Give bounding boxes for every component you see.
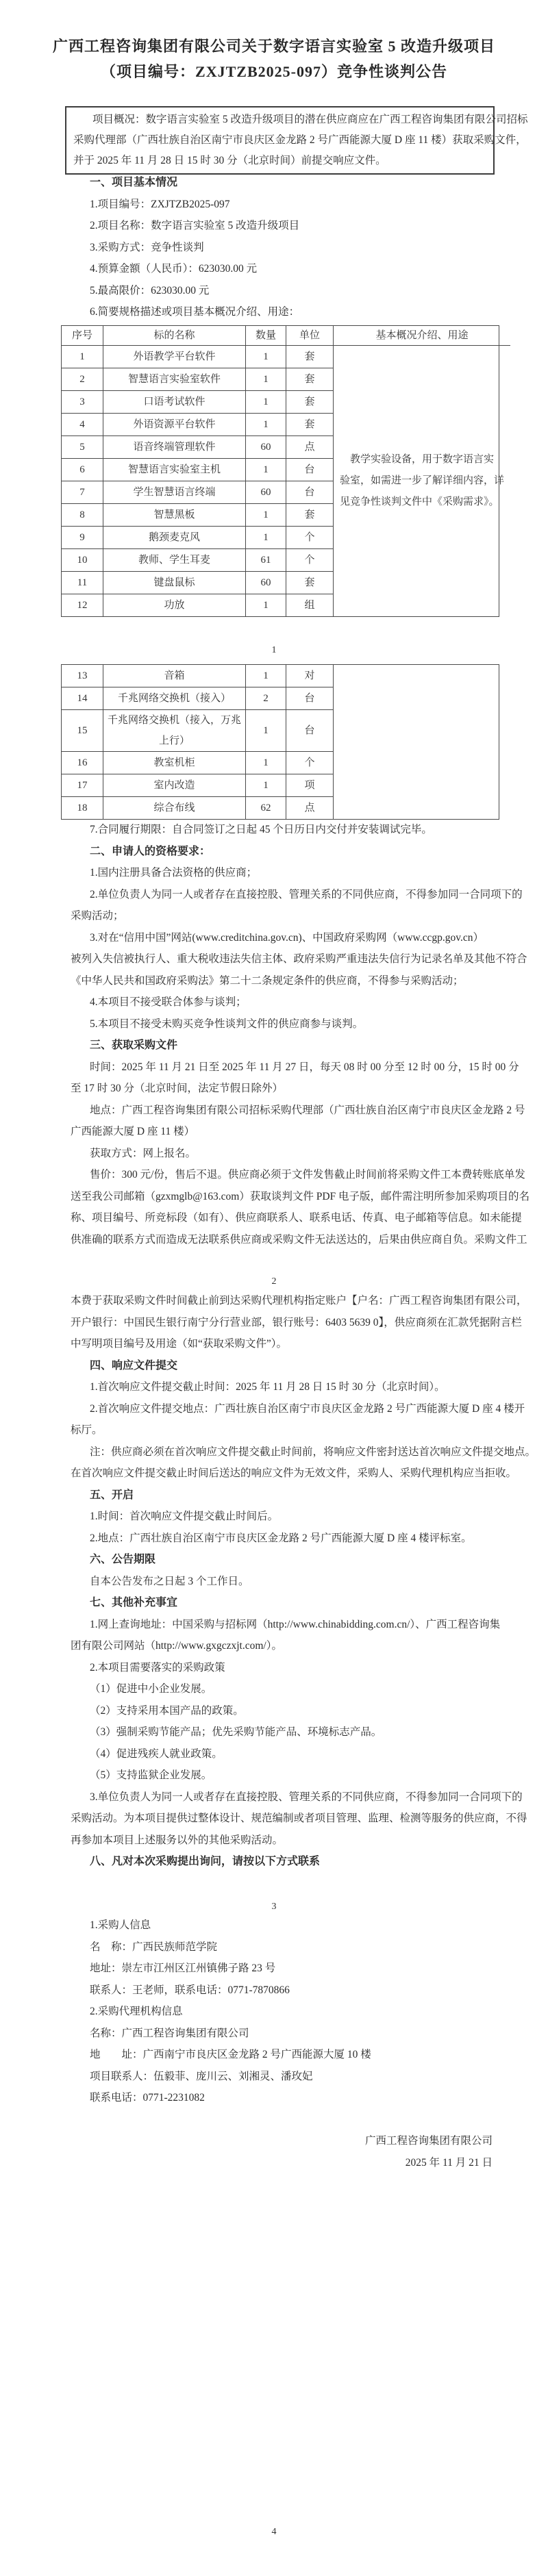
restriction-paragraph-line: 再参加本项目上述服务以外的其他采购活动。 — [71, 1834, 284, 1846]
section-basic-info — [71, 172, 495, 323]
overview-line: 并于 2025 年 11 月 28 日 15 时 30 分（北京时间）前提交响应文件。 — [73, 155, 386, 166]
cell-unit: 项 — [286, 774, 334, 796]
announcement-period-line: 自本公告发布之日起 3 个工作日。 — [90, 1575, 249, 1587]
page-number-3: 3 — [271, 1902, 277, 1912]
section-qualifications-and-documents — [71, 819, 530, 1250]
cell-unit: 对 — [286, 665, 334, 687]
website-line: 团有限公司网站（http://www.gxgczxjt.com/）。 — [71, 1640, 282, 1652]
paragraph-line: 4.本项目不接受联合体参与谈判； — [90, 996, 247, 1008]
cell-no: 7 — [62, 481, 103, 503]
cell-name: 室内改造 — [103, 774, 246, 796]
bank-account-line: 中写明项目编号及用途（如“获取采购文件”）。 — [71, 1338, 288, 1350]
policy-item-line: （1）促进中小企业发展。 — [90, 1683, 212, 1695]
price-paragraph-line: 送至我公司邮箱（gzxmglb@163.com）获取谈判文件 PDF 电子版，邮件需注明所参加采购项目的名 — [71, 1190, 530, 1202]
project-name-line: 2.项目名称：数字语言实验室 5 改造升级项目 — [90, 220, 300, 231]
policy-intro-line: 2.本项目需要落实的采购政策 — [90, 1661, 225, 1674]
paragraph-line: 1.国内注册具备合法资格的供应商； — [90, 867, 258, 879]
cell-name: 智慧语言实验室软件 — [103, 368, 246, 390]
page-number-1: 1 — [271, 645, 277, 655]
cell-unit: 套 — [286, 368, 334, 390]
cell-no: 13 — [62, 665, 103, 687]
cell-unit: 台 — [286, 481, 334, 503]
cell-name: 鹅颈麦克风 — [103, 527, 246, 548]
cell-unit: 点 — [286, 436, 334, 458]
table-row — [62, 504, 334, 527]
items-table-note-column-empty — [334, 665, 499, 819]
cell-name: 智慧黑板 — [103, 504, 246, 526]
paragraph-line: 采购活动； — [71, 910, 124, 922]
purchaser-address-line: 地址：崇左市江州区江州镇佛子路 23 号 — [90, 1962, 276, 1974]
section-3-heading: 三、获取采购文件 — [90, 1039, 178, 1051]
overview-line: 项目概况：数字语言实验室 5 改造升级项目的潜在供应商应在广西工程咨询集团有限公司招标 — [92, 114, 528, 125]
doc-place-line: 地点：广西工程咨询集团有限公司招标采购代理部（广西壮族自治区南宁市良庆区金龙路 2 号 — [90, 1104, 525, 1116]
page-number-2: 2 — [271, 1276, 277, 1287]
table-row — [62, 527, 334, 549]
note-cell-empty — [334, 665, 499, 819]
cell-qty: 61 — [246, 549, 286, 571]
cell-unit: 个 — [286, 527, 334, 548]
cell-unit: 组 — [286, 594, 334, 616]
cell-unit: 套 — [286, 504, 334, 526]
table-row — [62, 774, 334, 797]
cell-unit: 套 — [286, 414, 334, 435]
cell-name: 口语考试软件 — [103, 391, 246, 413]
doc-time-line: 时间：2025 年 11 月 21 日至 2025 年 11 月 27 日，每天 08 时 00 分至 12 时 00 分，15 时 00 分 — [90, 1061, 519, 1073]
cell-qty: 60 — [246, 572, 286, 594]
cell-unit: 套 — [286, 346, 334, 368]
table-row — [62, 459, 334, 481]
cell-no: 10 — [62, 549, 103, 571]
cell-qty: 62 — [246, 797, 286, 819]
policy-item-line: （2）支持采用本国产品的政策。 — [90, 1704, 244, 1717]
price-paragraph-line: 供准确的联系方式而造成无法联系供应商或采购文件无法送达的，后果由供应商自负。采购文件工 — [71, 1233, 527, 1246]
cell-no: 15 — [62, 710, 103, 751]
items-table-body — [62, 665, 334, 819]
cell-name: 千兆网络交换机（接入，万兆上行） — [103, 710, 246, 751]
cell-no: 18 — [62, 797, 103, 819]
cell-no: 14 — [62, 687, 103, 709]
table-row — [62, 665, 334, 687]
cell-no: 4 — [62, 414, 103, 435]
cell-unit: 点 — [286, 797, 334, 819]
paragraph-line: 《中华人民共和国政府采购法》第二十二条规定条件的供应商，不得参与采购活动； — [71, 974, 464, 987]
opening-place-line: 2.地点：广西壮族自治区南宁市良庆区金龙路 2 号广西能源大厦 D 座 4 楼评标室。 — [90, 1532, 472, 1544]
note-paragraph-line: 在首次响应文件提交截止时间后送达的响应文件为无效文件，采购人、采购代理机构应当拒收。 — [71, 1467, 517, 1479]
cell-no: 17 — [62, 774, 103, 796]
policy-item-line: （4）促进残疾人就业政策。 — [90, 1747, 223, 1760]
cell-unit: 个 — [286, 752, 334, 774]
procurement-method-line: 3.采购方式：竞争性谈判 — [90, 241, 204, 253]
items-table-page1 — [61, 325, 505, 617]
table-row — [62, 414, 334, 436]
cell-name: 外语资源平台软件 — [103, 414, 246, 435]
cell-qty: 1 — [246, 346, 286, 368]
note-line: 见竞争性谈判文件中《采购需求》。 — [340, 496, 499, 507]
cell-qty: 1 — [246, 459, 286, 481]
cell-qty: 1 — [246, 368, 286, 390]
agency-phone-line: 联系电话：0771-2231082 — [90, 2092, 205, 2104]
table-row — [62, 797, 334, 819]
agency-name-line: 名称：广西工程咨询集团有限公司 — [90, 2027, 249, 2039]
table-row — [62, 549, 334, 572]
table-row — [62, 687, 334, 710]
website-line: 1.网上查询地址：中国采购与招标网（http://www.chinabidding.com.cn/）、广西工程咨询集 — [90, 1618, 501, 1630]
cell-qty: 1 — [246, 414, 286, 435]
cell-qty: 1 — [246, 752, 286, 774]
cell-name: 语音终端管理软件 — [103, 436, 246, 458]
cell-name: 综合布线 — [103, 797, 246, 819]
cell-unit: 套 — [286, 572, 334, 594]
cell-no: 1 — [62, 346, 103, 368]
price-paragraph-line: 称、项目编号、所竞标段（如有）、供应商联系人、联系电话、传真、电子邮箱等信息。如未能提 — [71, 1212, 522, 1224]
note-paragraph-line: 注：供应商必须在首次响应文件提交截止时间前，将响应文件密封送达首次响应文件提交地点。 — [90, 1445, 536, 1458]
doc-place-line: 广西能源大厦 D 座 11 楼） — [71, 1126, 195, 1137]
section-submission-and-policies — [71, 1290, 536, 1873]
cell-no: 2 — [62, 368, 103, 390]
cell-qty: 2 — [246, 687, 286, 709]
project-number-line: 1.项目编号：ZXJTZB2025-097 — [90, 198, 230, 210]
table-row — [62, 572, 334, 594]
purchaser-info-heading: 1.采购人信息 — [90, 1919, 151, 1931]
cell-qty: 1 — [246, 391, 286, 413]
opening-time-line: 1.时间：首次响应文件提交截止时间后。 — [90, 1511, 279, 1522]
cell-no: 8 — [62, 504, 103, 526]
cell-no: 16 — [62, 752, 103, 774]
cell-unit: 套 — [286, 391, 334, 413]
cell-name: 外语教学平台软件 — [103, 346, 246, 368]
cell-qty: 1 — [246, 774, 286, 796]
page-number-4: 4 — [271, 2527, 277, 2537]
note-line: 教学实验设备，用于数字语言实 — [350, 454, 495, 465]
paragraph-line: 5.本项目不接受未购买竞争性谈判文件的供应商参与谈判。 — [90, 1018, 364, 1030]
budget-line: 4.预算金额（人民币）：623030.00 元 — [90, 263, 258, 275]
section-5-heading: 五、开启 — [90, 1489, 134, 1501]
table-row — [62, 752, 334, 774]
cell-name: 智慧语言实验室主机 — [103, 459, 246, 481]
project-overview-box — [65, 106, 528, 175]
table-row — [62, 594, 334, 616]
bank-account-line: 开户银行：中国民生银行南宁分行营业部，银行账号：6403 5639 0】，供应商须在汇款凭据附言栏 — [71, 1316, 522, 1328]
cell-name: 教室机柜 — [103, 752, 246, 774]
cell-qty: 1 — [246, 665, 286, 687]
policy-item-line: （5）支持监狱企业发展。 — [90, 1769, 212, 1781]
items-table-body — [62, 346, 334, 616]
cell-name: 音箱 — [103, 665, 246, 687]
cell-no: 3 — [62, 391, 103, 413]
items-table-main — [62, 665, 334, 819]
table-row — [62, 368, 334, 391]
cell-unit: 个 — [286, 549, 334, 571]
submission-place-line: 2.首次响应文件提交地点：广西壮族自治区南宁市良庆区金龙路 2 号广西能源大厦 D 座 4 楼开 — [90, 1402, 525, 1415]
cell-no: 6 — [62, 459, 103, 481]
cell-qty: 1 — [246, 527, 286, 548]
cell-qty: 60 — [246, 481, 286, 503]
spec-intro-line: 6.简要规格描述或项目基本概况介绍、用途： — [90, 306, 300, 318]
document-title-line-2: （项目编号：ZXJTZB2025-097）竞争性谈判公告 — [101, 63, 447, 80]
cell-no: 12 — [62, 594, 103, 616]
cell-name: 学生智慧语言终端 — [103, 481, 246, 503]
cell-name: 千兆网络交换机（接入） — [103, 687, 246, 709]
cell-no: 9 — [62, 527, 103, 548]
contract-term-line: 7.合同履行期限：自合同签订之日起 45 个日历日内交付并安装调试完毕。 — [90, 824, 432, 835]
items-table-note-column — [334, 326, 510, 616]
signature-date: 2025 年 11 月 21 日 — [405, 2157, 493, 2169]
cell-unit: 台 — [286, 459, 334, 481]
section-2-heading: 二、申请人的资格要求： — [90, 845, 211, 857]
cell-no: 11 — [62, 572, 103, 594]
section-1-heading: 一、项目基本情况 — [90, 177, 178, 188]
section-6-heading: 六、公告期限 — [90, 1554, 156, 1565]
policy-item-line: （3）强制采购节能产品；优先采购节能产品、环境标志产品。 — [90, 1726, 382, 1738]
table-row — [62, 346, 334, 368]
note-cell — [334, 346, 510, 616]
items-table-main — [62, 326, 334, 616]
bank-account-line: 本费于获取采购文件时间截止前到达采购代理机构指定账户【户名：广西工程咨询集团有限公司， — [71, 1295, 527, 1306]
cell-name: 功放 — [103, 594, 246, 616]
table-row — [62, 710, 334, 752]
overview-line: 采购代理部（广西壮族自治区南宁市良庆区金龙路 2 号广西能源大厦 D 座 11 楼）获取采购文件， — [73, 134, 527, 146]
purchaser-name-line: 名 称：广西民族师范学院 — [90, 1941, 218, 1953]
agency-contacts-line: 项目联系人：伍毅菲、庞川云、刘湘灵、潘玫妃 — [90, 2070, 313, 2082]
cell-qty: 1 — [246, 710, 286, 751]
price-paragraph-line: 售价：300 元/份，售后不退。供应商必须于文件发售截止时间前将采购文件工本费转账底单发 — [90, 1169, 525, 1180]
cell-name: 教师、学生耳麦 — [103, 549, 246, 571]
price-cap-line: 5.最高限价：623030.00 元 — [90, 284, 210, 296]
cell-qty: 60 — [246, 436, 286, 458]
paragraph-line: 3.对在“信用中国”网站(www.creditchina.gov.cn)、中国政府采购网（www.ccgp.gov.cn） — [90, 931, 484, 944]
section-8-heading: 八、凡对本次采购提出询问，请按以下方式联系 — [90, 1856, 321, 1867]
cell-unit: 台 — [286, 687, 334, 709]
doc-time-line: 至 17 时 30 分（北京时间，法定节假日除外） — [71, 1083, 284, 1094]
cell-unit: 台 — [286, 710, 334, 751]
document-title-line-1: 广西工程咨询集团有限公司关于数字语言实验室 5 改造升级项目 — [52, 38, 495, 55]
section-4-heading: 四、响应文件提交 — [90, 1359, 178, 1372]
restriction-paragraph-line: 采购活动。为本项目提供过整体设计、规范编制或者项目管理、监理、检测等服务的供应商，不得 — [71, 1813, 527, 1824]
table-row — [62, 391, 334, 414]
agency-address-line: 地 址：广西南宁市良庆区金龙路 2 号广西能源大厦 10 楼 — [90, 2049, 371, 2060]
deadline-line: 1.首次响应文件提交截止时间：2025 年 11 月 28 日 15 时 30 分（北京时间）。 — [90, 1381, 445, 1393]
section-contacts — [71, 1915, 495, 2109]
header-cell-name: 标的名称 — [103, 326, 246, 345]
header-cell-no: 序号 — [62, 326, 103, 345]
cell-name: 键盘鼠标 — [103, 572, 246, 594]
header-cell-note: 基本概况介绍、用途 — [334, 326, 510, 346]
section-7-heading: 七、其他补充事宜 — [90, 1597, 178, 1608]
paragraph-line: 2.单位负责人为同一人或者存在直接控股、管理关系的不同供应商，不得参加同一合同项下的 — [90, 888, 523, 900]
note-line: 验室，如需进一步了解详细内容，详 — [340, 475, 505, 486]
agency-info-heading: 2.采购代理机构信息 — [90, 2006, 183, 2017]
doc-method-line: 获取方式：网上报名。 — [90, 1147, 197, 1159]
cell-qty: 1 — [246, 594, 286, 616]
purchaser-contact-line: 联系人：王老师，联系电话：0771-7870866 — [90, 1984, 290, 1996]
restriction-paragraph-line: 3.单位负责人为同一人或者存在直接控股、管理关系的不同供应商，不得参加同一合同项下的 — [90, 1791, 523, 1803]
cell-no: 5 — [62, 436, 103, 458]
header-cell-unit: 单位 — [286, 326, 334, 345]
signature-company: 广西工程咨询集团有限公司 — [364, 2135, 493, 2147]
items-table-page2 — [61, 664, 499, 820]
items-table-header-row — [62, 326, 334, 346]
cell-qty: 1 — [246, 504, 286, 526]
table-row — [62, 436, 334, 459]
paragraph-line: 被列入失信被执行人、重大税收违法失信主体、政府采购严重违法失信行为记录名单及其他不符合 — [71, 953, 527, 965]
table-row — [62, 481, 334, 504]
submission-place-line: 标厅。 — [71, 1424, 103, 1436]
header-cell-qty: 数量 — [246, 326, 286, 345]
